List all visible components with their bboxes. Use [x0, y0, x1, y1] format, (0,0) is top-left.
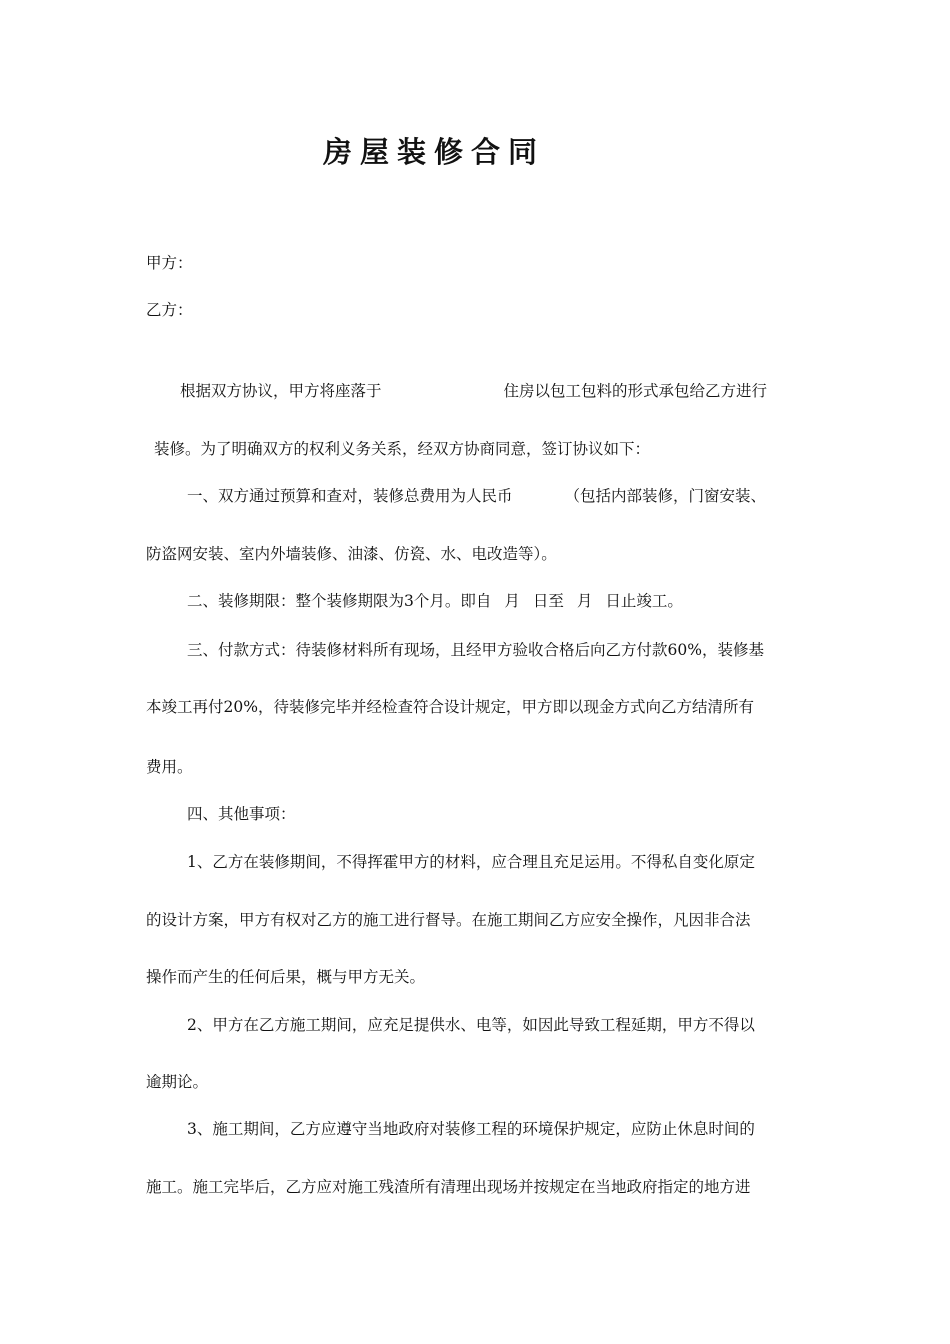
clause-2-text-e: 日止竣工。	[605, 592, 683, 610]
clause-1-line-2: 防盗网安装、室内外墙装修、油漆、仿瓷、水、电改造等）。	[146, 545, 557, 563]
clause-1-text-a: 一、双方通过预算和查对，装修总费用为人民币	[187, 487, 513, 505]
party-b-label: 乙方：	[146, 301, 193, 319]
clause-3-line-3: 费用。	[146, 758, 193, 776]
clause-4-item-3-line-2: 施工。施工完毕后，乙方应对施工残渣所有清理出现场并按规定在当地政府指定的地方进	[146, 1178, 751, 1196]
clause-4-item-2-line-1: 2、甲方在乙方施工期间，应充足提供水、电等，如因此导致工程延期，甲方不得以	[187, 1016, 755, 1034]
clause-2-line	[187, 591, 683, 611]
clause-3-line-2: 本竣工再付20%，待装修完毕并经检查符合设计规定，甲方即以现金方式向乙方结清所有	[146, 698, 754, 716]
clause-2-text-d: 月	[576, 592, 593, 610]
clause-4-heading: 四、其他事项：	[187, 805, 296, 823]
clause-1-text-b: （包括内部装修，门窗安装、	[564, 487, 767, 505]
clause-4-item-1-line-2: 的设计方案，甲方有权对乙方的施工进行督导。在施工期间乙方应安全操作，凡因非合法	[146, 911, 751, 929]
clause-2-text-b: 月	[504, 592, 520, 610]
clause-4-item-1-line-3: 操作而产生的任何后果，概与甲方无关。	[146, 968, 426, 986]
intro-text-b: 住房以包工包料的形式承包给乙方进行	[503, 382, 768, 400]
intro-text-a: 根据双方协议，甲方将座落于	[180, 382, 382, 400]
clause-3-line-1: 三、付款方式：待装修材料所有现场，且经甲方验收合格后向乙方付款60%，装修基	[187, 641, 764, 659]
clause-4-item-1-line-1: 1、乙方在装修期间，不得挥霍甲方的材料，应合理且充足运用。不得私自变化原定	[187, 853, 755, 871]
party-a-label: 甲方：	[146, 254, 193, 272]
clause-4-item-2-line-2: 逾期论。	[146, 1073, 209, 1091]
document-title: 房屋装修合同	[322, 135, 545, 169]
clause-4-item-3-line-1: 3、施工期间，乙方应遵守当地政府对装修工程的环境保护规定，应防止休息时间的	[187, 1120, 755, 1138]
clause-2-text-c: 日至	[532, 592, 564, 610]
clause-2-text-a: 二、装修期限：整个装修期限为3个月。即自	[187, 592, 492, 610]
intro-line-2: 装修。为了明确双方的权利义务关系，经双方协商同意，签订协议如下：	[154, 440, 651, 458]
clause-1-line-1	[187, 486, 766, 506]
intro-line-1	[180, 381, 767, 401]
